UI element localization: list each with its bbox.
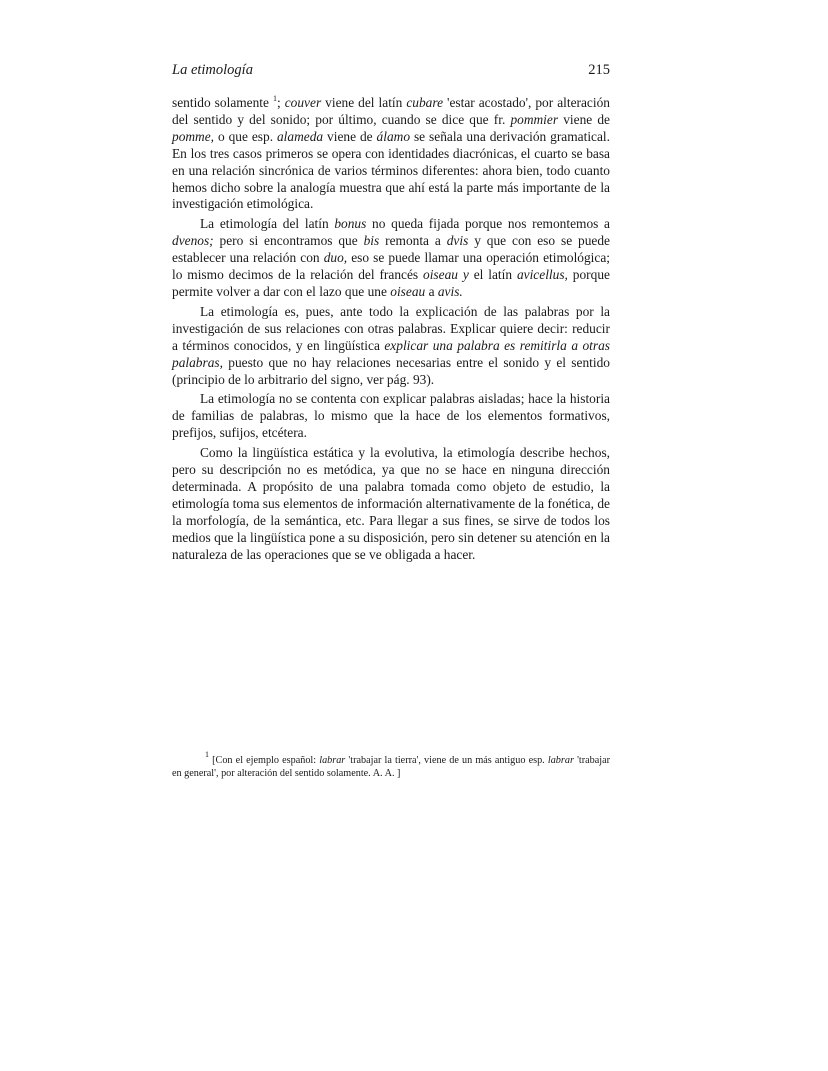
text-run: pero si encontramos que: [213, 233, 364, 249]
italic-term: labrar: [319, 755, 346, 766]
text-run: viene de: [323, 128, 377, 144]
text-run: remonta a: [379, 233, 447, 249]
text-run: 'trabajar la tierra', viene de un más antiguo esp.: [345, 755, 548, 766]
paragraph-2: [172, 216, 610, 301]
italic-term: pommier: [510, 111, 559, 127]
text-run: 'estar acostado', por alteración del sentido y del sonido; por último, cuando se dice que fr.: [172, 95, 610, 127]
text-run: [Con el ejemplo español:: [209, 755, 320, 766]
running-header: [172, 62, 610, 79]
text-run: el latín: [468, 267, 517, 283]
text-run: o que esp.: [214, 128, 277, 144]
italic-term: dvis: [446, 233, 469, 249]
chapter-title: La etimología: [172, 62, 253, 78]
italic-term: duo,: [323, 250, 348, 266]
footnote-text: [172, 750, 611, 780]
text-run: no queda fijada porque nos remontemos a: [366, 216, 610, 232]
text-run: eso se puede llamar una operación etimológica; lo mismo decimos de la relación del francés: [172, 250, 611, 283]
italic-term: y: [462, 267, 469, 283]
text-run: La etimología no se contenta con explicar palabras aisladas; hace la historia de familias de palabras, lo mismo que la hace de los elementos formativos, prefijos, sufijos, etcétera.: [172, 391, 610, 441]
text-run: se señala una derivación gramatical. En los tres casos primeros se opera con identidades diacrónicas, el cuarto se basa en una relación sincrónica de varios términos diferentes: ahora bien, todo cuanto hemos dicho sobre la analogía muestra que ahí está la parte más importante de la investigación etimológica.: [172, 128, 610, 212]
text-run: porque permite volver a dar con el lazo que une: [172, 267, 610, 299]
text-run: sentido solamente: [172, 95, 273, 110]
italic-term: oiseau: [423, 267, 458, 283]
footnote: [172, 750, 611, 780]
footnote-marker: 1: [205, 750, 209, 759]
page-number: 215: [588, 62, 610, 78]
italic-term: pomme,: [172, 128, 215, 144]
text-run: y que con eso se puede establecer una relación con: [172, 233, 611, 266]
text-run: viene de: [558, 111, 610, 127]
text-run: a: [425, 283, 438, 299]
paragraph-3: [172, 304, 610, 389]
text-run: 'trabajar en general', por alteración del sentido solamente. A. A. ]: [172, 755, 611, 779]
text-run: puesto que no hay relaciones necesarias entre el sonido y el sentido (principio de lo arbitrario del signo, ver pág. 93).: [172, 354, 610, 387]
text-run: ;: [276, 95, 285, 110]
italic-term: cubare: [406, 95, 444, 110]
footnote-reference: 1: [272, 94, 277, 103]
text-run: La etimología del latín: [200, 216, 335, 232]
italic-term: bis: [363, 233, 380, 249]
text-run: viene del latín: [321, 95, 407, 110]
paragraph-5: [172, 445, 610, 563]
italic-term: couver: [284, 95, 322, 110]
italic-term: oiseau: [390, 283, 426, 299]
italic-term: labrar: [547, 755, 574, 766]
text-run: Como la lingüística estática y la evolutiva, la etimología describe hechos, pero su descripción no es metódica, ya que no se hace en ninguna dirección determinada. A propósito de una palabra tomada como objeto de estudio, la etimología toma sus elementos de información alternativamente de la fonética, de la morfología, de la semántica, etc. Para llegar a sus fines, se sirve de todos los medios que la lingüística pone a su disposición, pero sin detener su atención en la naturaleza de las operaciones que se ve obligada a hacer.: [172, 445, 610, 562]
italic-term: alameda: [276, 128, 324, 144]
italic-term: dvenos;: [172, 233, 214, 249]
italic-term: álamo: [376, 128, 411, 144]
text-run: La etimología es, pues, ante todo la explicación de las palabras por la investigación de sus relaciones con otras palabras. Explicar quiere decir: reducir a términos conocidos, y en lingüística: [172, 303, 610, 353]
italic-phrase: explicar una palabra es remitirla a otras palabras,: [172, 337, 611, 370]
italic-term: avis.: [437, 283, 463, 299]
italic-term: bonus: [334, 216, 367, 232]
paragraph-4: [172, 391, 610, 442]
body-text: [172, 95, 610, 566]
paragraph-1: [172, 95, 610, 213]
italic-term: avicellus,: [516, 267, 568, 283]
